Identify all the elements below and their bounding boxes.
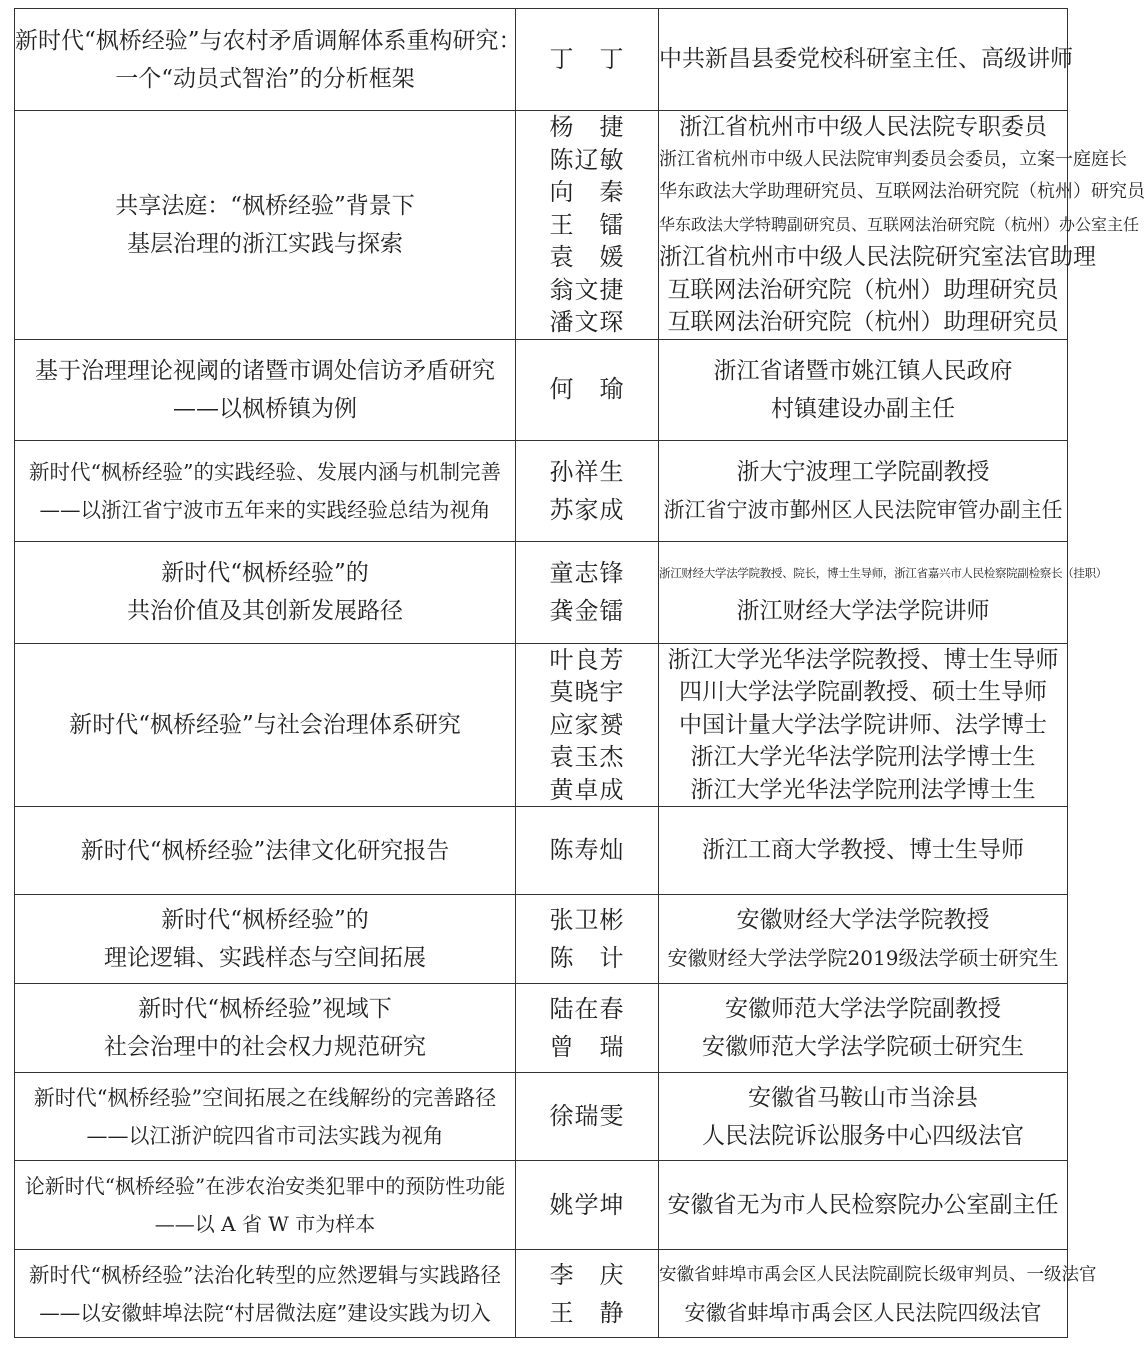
author-name: 向 秦 [549, 178, 625, 206]
author-name: 潘文琛 [549, 308, 625, 336]
affiliation-cell [659, 807, 1068, 895]
affiliation-line: 安徽省无为市人民检察院办公室副主任 [667, 1191, 1059, 1218]
authors-cell [516, 1161, 659, 1250]
affiliation-cell [659, 440, 1068, 541]
table-row [15, 984, 1068, 1073]
paper-title-line: 共治价值及其创新发展路径 [127, 598, 403, 624]
affiliation-line: 安徽师范大学法学院副教授 [725, 996, 1001, 1022]
paper-title-line: ——以浙江省宁波市五年来的实践经验总结为视角 [39, 497, 491, 522]
author-name: 莫晓宇 [549, 678, 625, 706]
affiliation-line: 人民法院诉讼服务中心四级法官 [702, 1122, 1024, 1149]
affiliation-line: 浙江省诸暨市姚江镇人民政府 [713, 357, 1013, 384]
authors-cell [516, 1250, 659, 1338]
affiliation-line: 互联网法治研究院（杭州）助理研究员 [667, 309, 1059, 335]
affiliation-line: 浙大宁波理工学院副教授 [736, 458, 990, 485]
affiliation-cell [659, 895, 1068, 984]
affiliation-line: 浙江大学光华法学院刑法学博士生 [690, 744, 1036, 770]
paper-title-line: 新时代“枫桥经验”法律文化研究报告 [80, 837, 450, 864]
paper-title-line: ——以江浙沪皖四省市司法实践为视角 [86, 1123, 444, 1148]
paper-title-line: ——以 A 省 W 市为样本 [154, 1212, 376, 1236]
author-name: 陆在春 [549, 995, 625, 1023]
affiliation-line: 安徽师范大学法学院硕士研究生 [702, 1034, 1024, 1060]
author-name: 姚学坤 [549, 1190, 625, 1219]
affiliation-line: 四川大学法学院副教授、硕士生导师 [679, 679, 1047, 705]
affiliation-line: 安徽财经大学法学院2019级法学硕士研究生 [667, 946, 1059, 970]
author-name: 陈辽敏 [549, 145, 625, 174]
authors-cell [516, 807, 659, 895]
paper-title-line: 新时代“枫桥经验”与农村矛盾调解体系重构研究： [15, 27, 522, 54]
author-name: 曾 瑞 [549, 1033, 625, 1061]
affiliation-line: 浙江省杭州市中级人民法院审判委员会委员，立案一庭庭长 [659, 148, 1127, 170]
paper-title-line: 新时代“枫桥经验”的 [161, 907, 369, 933]
affiliation-cell [659, 541, 1107, 643]
affiliation-line: 浙江工商大学教授、博士生导师 [702, 837, 1024, 864]
paper-title-line: 新时代“枫桥经验”法治化转型的应然逻辑与实践路径 [29, 1262, 501, 1287]
table-row [15, 807, 1068, 895]
author-name: 杨 捷 [549, 113, 625, 141]
affiliation-line: 中共新昌县委党校科研室主任、高级讲师 [659, 46, 1073, 73]
affiliation-line: 安徽省蚌埠市禹会区人民法院副院长级审判员、一级法官 [659, 1264, 1097, 1285]
table-row [15, 1073, 1068, 1161]
authors-cell [516, 541, 659, 643]
author-name: 陈 计 [549, 944, 625, 972]
paper-title-cell [15, 807, 516, 895]
papers-table [14, 8, 1145, 1338]
author-name: 袁玉杰 [549, 743, 625, 771]
affiliation-cell [659, 339, 1068, 440]
table-row [15, 339, 1068, 440]
affiliation-line: 安徽财经大学法学院教授 [736, 907, 990, 933]
paper-title-line: 新时代“枫桥经验”视域下 [138, 996, 392, 1022]
affiliation-cell [659, 9, 1073, 111]
table-row [15, 111, 1068, 340]
author-name: 苏家成 [549, 495, 625, 524]
affiliation-line: 浙江财经大学法学院讲师 [736, 598, 990, 624]
paper-title-line: 理论逻辑、实践样态与空间拓展 [104, 945, 426, 971]
authors-cell [516, 984, 659, 1073]
author-name: 翁文捷 [549, 275, 625, 304]
author-name: 应家赟 [549, 710, 625, 739]
author-name: 何 瑜 [549, 375, 625, 404]
paper-title-line: 社会治理中的社会权力规范研究 [104, 1034, 426, 1060]
paper-title-line: ——以枫桥镇为例 [173, 395, 357, 422]
paper-title-line: 新时代“枫桥经验”空间拓展之在线解纷的完善路径 [33, 1085, 497, 1110]
authors-cell [516, 111, 659, 340]
affiliation-line: 华东政法大学助理研究员、互联网法治研究院（杭州）研究员 [659, 181, 1145, 202]
authors-cell [516, 9, 659, 111]
affiliation-line: 村镇建设办副主任 [771, 395, 955, 422]
paper-title-cell [15, 895, 516, 984]
affiliation-line: 安徽省蚌埠市禹会区人民法院四级法官 [684, 1300, 1042, 1325]
author-name: 黄卓成 [549, 775, 625, 804]
authors-cell [516, 643, 659, 807]
authors-cell [516, 1073, 659, 1161]
table-row [15, 9, 1068, 111]
paper-title-line: 一个“动员式智治”的分析框架 [115, 65, 415, 92]
author-name: 王 镭 [549, 210, 625, 239]
table-row [15, 1250, 1068, 1338]
table-row [15, 643, 1068, 807]
affiliation-cell [659, 643, 1068, 807]
paper-title-cell [15, 643, 516, 807]
paper-title-line: 新时代“枫桥经验”的 [161, 560, 369, 586]
author-name: 李 庆 [549, 1260, 625, 1289]
affiliation-cell [659, 1073, 1068, 1161]
paper-title-cell [15, 111, 516, 340]
affiliation-line: 浙江大学光华法学院刑法学博士生 [690, 776, 1036, 803]
paper-title-cell [15, 984, 516, 1073]
paper-title-line: 新时代“枫桥经验”的实践经验、发展内涵与机制完善 [29, 459, 501, 484]
affiliation-line: 浙江财经大学法学院教授、院长，博士生导师，浙江省嘉兴市人民检察院副检察长（挂职） [659, 566, 1107, 580]
paper-title-cell [15, 1073, 516, 1161]
paper-title-line: 共享法庭：“枫桥经验”背景下 [115, 192, 415, 219]
paper-title-cell [15, 339, 516, 440]
affiliation-line: 华东政法大学特聘副研究员、互联网法治研究院（杭州）办公室主任 [659, 214, 1140, 234]
author-name: 张卫彬 [549, 906, 625, 934]
author-name: 陈寿灿 [549, 836, 625, 865]
author-name: 丁 丁 [549, 45, 625, 74]
paper-title-line: 新时代“枫桥经验”与社会治理体系研究 [69, 711, 461, 738]
affiliation-cell [659, 984, 1068, 1073]
affiliation-line: 浙江大学光华法学院教授、博士生导师 [667, 646, 1059, 673]
author-name: 叶良芳 [549, 645, 625, 674]
table-row [15, 541, 1068, 643]
paper-title-line: 基于治理理论视阈的诸暨市调处信访矛盾研究 [35, 357, 495, 384]
authors-cell [516, 339, 659, 440]
author-name: 龚金镭 [549, 597, 625, 625]
authors-cell [516, 440, 659, 541]
affiliation-line: 中国计量大学法学院讲师、法学博士 [679, 711, 1047, 738]
paper-table-sheet [14, 8, 1145, 1338]
author-name: 徐瑞雯 [549, 1102, 625, 1131]
paper-title-cell [15, 1161, 516, 1250]
paper-title-line: 基层治理的浙江实践与探索 [127, 230, 403, 257]
paper-title-cell [15, 9, 522, 111]
paper-title-cell [15, 1250, 516, 1338]
affiliation-cell [659, 1161, 1068, 1250]
affiliation-line: 互联网法治研究院（杭州）助理研究员 [667, 276, 1059, 303]
affiliation-cell [659, 1250, 1097, 1338]
author-name: 孙祥生 [549, 457, 625, 486]
table-row [15, 440, 1068, 541]
affiliation-line: 浙江省宁波市鄞州区人民法院审管办副主任 [663, 497, 1063, 522]
paper-title-line: ——以安徽蚌埠法院“村居微法庭”建设实践为切入 [39, 1300, 491, 1325]
paper-title-line: 论新时代“枫桥经验”在涉农治安类犯罪中的预防性功能 [24, 1174, 506, 1198]
affiliation-line: 安徽省马鞍山市当涂县 [748, 1084, 978, 1111]
table-row [15, 1161, 1068, 1250]
author-name: 王 静 [549, 1298, 625, 1327]
paper-title-cell [15, 440, 516, 541]
author-name: 袁 媛 [549, 243, 625, 271]
table-row [15, 895, 1068, 984]
affiliation-line: 浙江省杭州市中级人民法院研究室法官助理 [659, 244, 1096, 270]
affiliation-line: 浙江省杭州市中级人民法院专职委员 [679, 114, 1047, 140]
author-name: 童志锋 [549, 559, 625, 587]
paper-title-cell [15, 541, 516, 643]
affiliation-cell [659, 111, 1145, 340]
authors-cell [516, 895, 659, 984]
